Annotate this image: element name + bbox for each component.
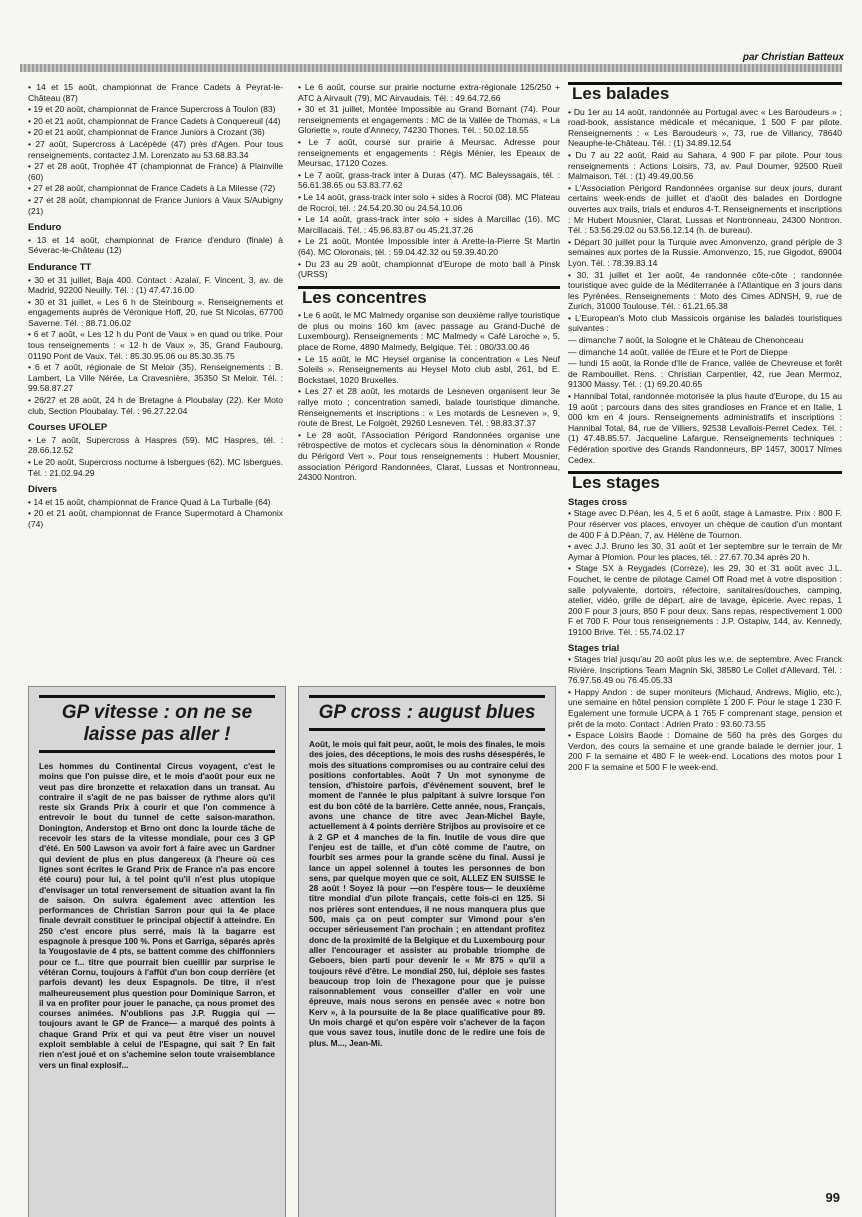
enduro-list xyxy=(28,235,283,256)
ufolep-list xyxy=(28,435,283,478)
header-rule xyxy=(20,64,842,72)
list-item: • 14 et 15 août, championnat de France Cadets à Peyrat-le-Château (87) xyxy=(28,82,283,103)
balades-heading: Les balades xyxy=(568,82,842,103)
list-item: • 26/27 et 28 août, 24 h de Bretagne à Ploubalay (22). Ker Moto club, Section Ploubalay. Tél. : 96.27.22.04 xyxy=(28,395,283,416)
balades-sublist xyxy=(568,335,842,390)
list-item: — dimanche 14 août, vallée de l'Eure et le Port de Dieppe xyxy=(568,347,842,358)
list-item: • 27 et 28 août, championnat de France Juniors à Vaux S/Aubigny (21) xyxy=(28,195,283,216)
list-item: • 30 et 31 juillet, Montée Impossible au Grand Bornant (74). Pour renseignements et engagements : MC de la Vallée de Thomas, « La Gloriette », route d'Annecy, 74230 Thones. Tél. : 50.02.18.55 xyxy=(298,104,560,136)
list-item: • Stages trial jusqu'au 20 août plus les w.e. de septembre. Avec Franck Rivière. Inscriptions Team Magnin Ski, 38580 Le Collet d'Allevard. Tél. : 76.97.56.49 ou 76.45.05.33 xyxy=(568,654,842,686)
list-item: • 14 et 15 août, championnat de France Quad à La Turballe (64) xyxy=(28,497,283,508)
endurance-tt-list xyxy=(28,275,283,417)
enduro-heading: Enduro xyxy=(28,222,62,234)
intro-list xyxy=(28,82,283,216)
column-middle xyxy=(298,82,560,484)
list-item: • Du 23 au 29 août, championnat d'Europe de moto ball à Pinsk (URSS) xyxy=(298,259,560,280)
list-item: • 27 et 28 août, championnat de France Cadets à La Milesse (72) xyxy=(28,183,283,194)
byline: par Christian Batteux xyxy=(742,52,844,63)
concentres-list xyxy=(298,310,560,483)
list-item: • Le 14 août, grass-track inter solo + sides à Marcillac (16). MC Marcillacais. Tél. : 45.96.83.87 ou 45.21.37.26 xyxy=(298,214,560,235)
stages-trial-list xyxy=(568,654,842,773)
list-item: • 13 et 14 août, championnat de France d'enduro (finale) à Séverac-le-Château (12) xyxy=(28,235,283,256)
list-item: — lundi 15 août, la Ronde d'Ile de France, vallée de Chevreuse et forêt de Rambouillet. Rens. : Christian Carpentier, 42, rue Jean Mermoz, 91300 Massy. Tél. : (1) 69.20.40.65 xyxy=(568,358,842,390)
ufolep-heading: Courses UFOLEP xyxy=(28,422,108,434)
list-item: • Le 7 août, grass-track inter à Duras (47). MC Baleyssagais, tél. : 56.61.38.65 ou 53.83.77.62 xyxy=(298,170,560,191)
list-item: • Le 6 août, course sur prairie nocturne extra-régionale 125/250 + ATC à Airvault (79), MC Airvaudais. Tél. : 49.64.72.66 xyxy=(298,82,560,103)
balades-list-2 xyxy=(568,391,842,465)
list-item: • Le 15 août, le MC Heysel organise la concentration « Les Neuf Soleils ». Renseignements au Heysel Moto club asbl, 261, bd E. Bockstael, 1020 Bruxelles. xyxy=(298,354,560,386)
list-item: • 6 et 7 août, régionale de St Meloir (35). Renseignements : B. Lambert, La Ville Nérée, La Cravesnière, 35350 St Meloir. Tél. : 99.58.87.27 xyxy=(28,362,283,394)
list-item: • Le 14 août, grass-track inter solo + sides à Rocroi (08). MC Plateau de Rocroi, tél. : 24.54.20.30 ou 24.54.10.06 xyxy=(298,192,560,213)
list-item: • Le 7 août, Supercross à Haspres (59). MC Haspres, tél. : 28.66.12.52 xyxy=(28,435,283,456)
gp-cross-text: Août, le mois qui fait peur, août, le mois des finales, le mois des joies, des déceptions, le mois des rushs désespérés, le mois des situations compromises ou au contraire celui des positions confortables. Août 7 Un mot synonyme de tension, d'histoire parfois, d'événement souvent, bref le moment de l'année le plus palpitant à suivre lorsque l'on est du bon côté de la barrière. Cette année, nous, Français, avons une chance de titre avec Jean-Michel Bayle, actuellement à 4 points derrière Strijbos au provisoire et ce à 2 GP et 4 manches de la fin. Inutile de vous dire que l'enjeu est de taille, et d'un côté comme de l'autre, on fourbit ses armes pour la grande scène du final. Aussi je lance un appel solennel à toutes les personnes de bon sens, par quelque moyen que ce soit, ALLEZ EN SUISSE le 28 août ! Soyez là pour —on l'espère tous— le deuxième titre mondial d'un pilote français, cette fois-ci en 125. Si nos prières sont entendues, il ne nous manquera plus que 500, mais ça on peut compter sur Vimond pour s'en occuper sérieusement l'an prochain ; en attendant profitez donc de la proximité de la Belgique et du Luxembourg pour aller l'encourager et assister au probable triomphe de Geboers, bien parti pour devenir le « Mr 875 » qu'il a toujours rêvé d'être. Le mondial 250, lui, déploie ses fastes beaucoup trop loin de l'hexagone pour que je puisse raisonnablement vous conseiller d'aller en voir une épreuve, mais nous serons en pensée avec « notre bon Kerv », à la poursuite de la 8e place qualificative pour 89. Un mois chargé et qu'on espère voir s'achever de la façon que vous savez tous, inutile donc de le redire une fois de plus. M..., Jean-Mi. xyxy=(309,739,545,1048)
list-item: • Départ 30 juillet pour la Turquie avec Amonvenzo, grand périple de 3 semaines aux portes de la Russie. Amonvenzo, 15, rue Gigodot, 69004 Lyon. Tél. : 78.39.83.14 xyxy=(568,237,842,269)
balades-list xyxy=(568,107,842,334)
stages-heading: Les stages xyxy=(568,471,842,492)
gp-cross-title: GP cross : august blues xyxy=(309,695,545,731)
list-item: • Le 6 août, le MC Malmedy organise son deuxième rallye touristique de plus ou moins 160 km (avec passage au Grand-Duché de Luxembourg). Renseignements : MC Malmedy « Café Laroche », 5, place de Rome, 4890 Malmedy, Belgique. Tél. : 080/33.00.46 xyxy=(298,310,560,352)
list-item: • Happy Andon : de super moniteurs (Michaud, Andrews, Miglio, etc.), une semaine en hôtel pension complète 1 200 F. Pour le stage 1 230 F. Egalement une formule UCPA à 1 765 F comprenant stage, pension et prêt de la moto. Contact : Adrien Prato : 93.60.73.55 xyxy=(568,687,842,729)
list-item: • L'Association Périgord Randonnées organise sur deux jours, durant certains week-ends de juillet et d'août des balades en Dordogne ouvertes aux trails, trials et enduros 4-T. Renseignements et inscriptions : Mr Hubert Mousnier, Clarat, Lussas et Nontronneau, 24300 Nontron. Tél. : 53.56.29.02 ou 53.56.12.14 (h. de bureau). xyxy=(568,183,842,236)
list-item: • Le 20 août, Supercross nocturne à Isbergues (62). MC Isbergues. Tél. : 21.02.94.29 xyxy=(28,457,283,478)
list-item: • 30 et 31 juillet, Baja 400. Contact : Azalaï, F. Vincent, 3, av. de Madrid, 92200 Neuilly. Tél. : (1) 47.47.16.00 xyxy=(28,275,283,296)
column-right xyxy=(568,82,842,774)
column-left xyxy=(28,82,283,531)
list-item: • 20 et 21 août, championnat de France Juniors à Crozant (36) xyxy=(28,127,283,138)
list-item: • Du 7 au 22 août, Raid au Sahara, 4 900 F par pilote. Pour tous renseignements : Actions Loisirs, 73, av. Paul Doumer, 92500 Rueil Malmaison. Tél. : (1) 49.49.00.56 xyxy=(568,150,842,182)
list-item: • L'European's Moto club Massicois organise les balades touristiques suivantes : xyxy=(568,313,842,334)
list-item: • 27 et 28 août, Trophée 4T (championnat de France) à Plainville (60) xyxy=(28,161,283,182)
list-item: • 6 et 7 août, « Les 12 h du Pont de Vaux » en quad ou trike. Pour tous renseignements : « 12 h de Vaux », 35, Grand Faubourg, 01190 Pont de Vaux. Tél. : 85.30.95.06 ou 85.30.35.75 xyxy=(28,329,283,361)
concentres-heading: Les concentres xyxy=(298,286,560,307)
list-item: • 20 et 21 août, championnat de France Cadets à Conquereuil (44) xyxy=(28,116,283,127)
list-item: • avec J.J. Bruno les 30, 31 août et 1er septembre sur le terrain de Mr Aymar à Plomion. Pour les places, tél. : 27.67.70.34 après 20 h. xyxy=(568,541,842,562)
list-item: • Espace Loisirs Baode : Domaine de 560 ha près des Gorges du Verdon, des cours la semaine et une grande balade le dernier jour. 1 200 F la semaine et 480 F le week-end. Locations des motos pour 1 200 F la semaine et 500 F le week-end. xyxy=(568,730,842,772)
list-item: • 30 et 31 juillet, « Les 6 h de Steinbourg ». Renseignements et engagements auprès de Véronique Hoff, 20, rue St Nicolas, 67700 Saverne. Tél. : 88.71.06.02 xyxy=(28,297,283,329)
divers-heading: Divers xyxy=(28,484,58,496)
list-item: • 19 et 20 août, championnat de France Supercross à Toulon (83) xyxy=(28,104,283,115)
stages-cross-list xyxy=(568,508,842,637)
gp-vitesse-text: Les hommes du Continental Circus voyagent, c'est le moins que l'on puisse dire, et le mois d'août pour eux ne veut pas dire bronzette et relaxation dans un transat. Au contraire il s'agit de ne pas baisser de rythme alors qu'il reste six Grands Prix à courir et que l'on commence à entrevoir le bout du tunnel de cette saison-marathon. Donington, Anderstop et Brno ont donc la lourde tâche de recevoir les stars de la vitesse mondiale, pour ces 3 GP d'été. En 500 Lawson va avoir fort à faire avec un Gardner qui devient de plus en plus dangereux (à l'heure où ces lignes sont écrites le Grand Prix de France n'a pas encore été couru) pour lui, à tel point qu'il n'est plus utopique d'envisager un total renversement de situation avant la fin de saison. On suivra également avec attention les performances de Christian Sarron pour qui la 4e place finale devrait constituer le principal objectif à atteindre. En 250 c'est encore plus serré, mais là la bagarre est espagnole à presque 100 %. Pons et Garriga, séparés après la Yougoslavie de 4 pts, se battent comme des chiffonniers pour ce f... titre que pourrait bien cueillir par surprise le vétéran Cornu, toujours à l'affût d'un bon coup derrière (et parfois devant) les deux Espagnols. De titre, il n'est malheureusement plus question pour Dominique Sarron, et il va en profiter pour jouer le panache, ça nous promet des courses animées. N'oublions pas J.P. Ruggia qui —toujours avant le GP de France— a marqué des points à chaque Grand Prix et qui va peut être viser un nouvel exploit semblable à celui de l'Espagne, qui sait ? En fait rien n'est joué et on s'achemine selon toute vraisemblance vers un final explosif... xyxy=(39,761,275,1070)
stages-trial-heading: Stages trial xyxy=(568,642,620,654)
events-list xyxy=(298,82,560,280)
list-item: • Du 1er au 14 août, randonnée au Portugal avec « Les Baroudeurs » ; road-book, assistance médicale et mécanique, 1 500 F par pilote. Renseignements : « Les Baroudeurs », 73, rue de Villancy, 78640 Neauphe-le-Château. Tél. : (1) 34.89.12.54 xyxy=(568,107,842,149)
list-item: • Le 28 août, l'Association Périgord Randonnées organise une rétrospective de motos et cyclecars sous la dénomination « Ronde du Périgord Vert ». Pour tous renseignements : Hubert Mousnier, association Périgord Randonnées, Clarat, Lussas et Nontronneau, 24300 Nontron. xyxy=(298,430,560,483)
list-item: • Le 7 août, course sur prairie à Meursac. Adresse pour renseignements et engagements : Régis Ménier, les Epeaux de Meursac, 17120 Cozes. xyxy=(298,137,560,169)
list-item: • Stage avec D.Péan, les 4, 5 et 6 août, stage à Lamastre. Prix : 800 F. Pour réserver vos places, envoyer un chèque de caution d'un montant de 400 F à D.Péan, 7, av. Hélène de Tournon. xyxy=(568,508,842,540)
list-item: — dimanche 7 août, la Sologne et le Château de Chenonceau xyxy=(568,335,842,346)
endurance-tt-heading: Endurance TT xyxy=(28,261,92,273)
gp-cross-box xyxy=(298,686,556,1217)
stages-cross-heading: Stages cross xyxy=(568,496,628,508)
gp-vitesse-box xyxy=(28,686,286,1217)
list-item: • Le 21 août, Montée Impossible inter à Arette-la-Pierre St Martin (64). MC Oloronais, tél. : 59.04.42.32 ou 59.39.40.20 xyxy=(298,236,560,257)
list-item: • Les 27 et 28 août, les motards de Lesneven organisent leur 3e rallye moto ; concentration samedi, balade touristique dimanche. Renseignements et inscriptions : « Les motards de Lesneven », 9, route de Brest, Le Folgoët, 29260 Lesneven. Tél. : 98.83.37.37 xyxy=(298,386,560,428)
list-item: • 20 et 21 août, championnat de France Supermotard à Chamonix (74) xyxy=(28,508,283,529)
page-number: 99 xyxy=(825,1190,840,1205)
list-item: • 27 août, Supercross à Lacépède (47) près d'Agen. Pour tous renseignements, contactez J.M. Lorenzato au 53.68.83.34 xyxy=(28,139,283,160)
list-item: • Hannibal Total, randonnée motorisée la plus haute d'Europe, du 15 au 19 août ; parcours dans des sites grandioses en France et en Italie, 1 000 km en 4 jours. Renseignements administratifs et inscriptions : Hannibal Total, 84, rue de Villiers, 92538 Levallois-Perret Cedex. Tél. : (1) 47.48.85.57. Jacqueline Lafargue. Renseignements techniques : Fédération sportive des Grands Randonneurs, BP 1457, 30017 Nîmes Cedex. xyxy=(568,391,842,465)
list-item: • Stage SX à Reygades (Corrèze), les 29, 30 et 31 août avec J.L. Fouchet, le centre de pilotage Camel Off Road met à votre disposition : salle polyvalente, dortoirs, réfectoire, sanitaires/douches, camping, atelier, vidéo, grille de départ, aire de lavage, épicerie. Avec repas, 1 200 F pour 3 jours, 850 F pour deux. Sans repas, respectivement 1 000 F et 700 F. Pour tous renseignements : J.P. Ostapiw, 144, av. Kennedy, 19100 Brive. Tél. : 55.74.02.17 xyxy=(568,563,842,637)
list-item: • 30, 31 juillet et 1er août, 4e randonnée côte-côte ; randonnée touristique avec guide de la Méditerranée à l'Atlantique en 3 jours dans les Pyrénées. Renseignements : Moto des Cimes ADNSH, 9, rue de Zurich, 31000 Toulouse. Tél. : 61.21.65.38 xyxy=(568,270,842,312)
divers-list xyxy=(28,497,283,530)
gp-vitesse-title: GP vitesse : on ne se laisse pas aller ! xyxy=(39,695,275,753)
